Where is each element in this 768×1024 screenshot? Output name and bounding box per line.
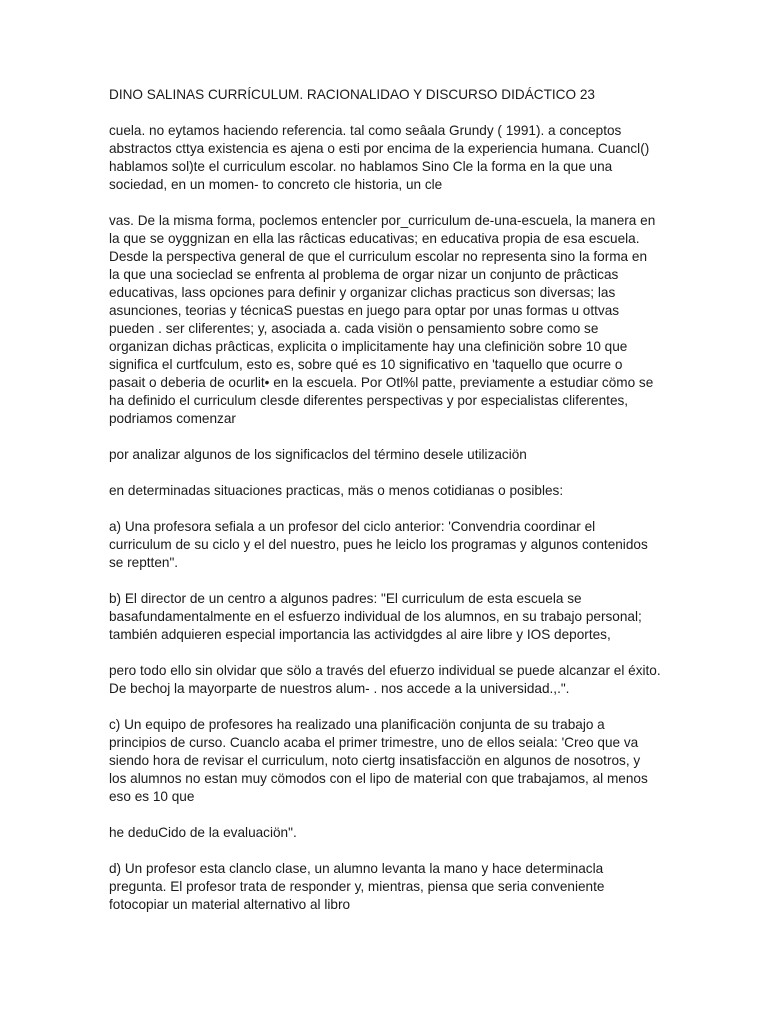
- paragraph-1: cuela. no eytamos haciendo referencia. tal como seâala Grundy ( 1991). a conceptos abstractos cttya existencia es ajena o esti por encima de la experiencia humana. Cuancl() hablamos sol)te el curriculum escolar. no hablamos Sino Cle la forma en la que una sociedad, en un momen- to concreto cle historia, un cle: [109, 123, 650, 192]
- paragraph-9: he deduCido de la evaluaciön".: [109, 825, 297, 840]
- document-page: [109, 86, 661, 932]
- paragraph-7: pero todo ello sin olvidar que sölo a través del efuerzo individual se puede alcanzar el éxito. De bechoj la mayorparte de nuestros alum- . nos accede a la universidad.,.".: [109, 663, 661, 696]
- paragraph-6: b) El director de un centro a algunos padres: "El curriculum de esta escuela se basafundamentalmente en el esfuerzo individual de los alumnos, en su trabajo personal; también adquieren especial importancia las actividgdes al aire libre y IOS deportes,: [109, 591, 642, 642]
- running-header: DINO SALINAS CURRÍCULUM. RACIONALIDAO Y DISCURSO DIDÁCTICO 23: [109, 87, 595, 102]
- paragraph-8: c) Un equipo de profesores ha realizado una planificaciön conjunta de su trabajo a principios de curso. Cuanclo acaba el primer trimestre, uno de ellos seiala: 'Creo que va siendo hora de revisar el curriculum, noto ciertg insatisfacciön en algunos de nosotros, y los alumnos no estan muy cömodos con el lipo de material con que trabajamos, al menos eso es 10 que: [109, 717, 648, 804]
- paragraph-4: en determinadas situaciones practicas, mäs o menos cotidianas o posibles:: [109, 483, 564, 498]
- paragraph-3: por analizar algunos de los significaclos del término desele utilizaciön: [109, 447, 527, 462]
- paragraph-10: d) Un profesor esta clanclo clase, un alumno levanta la mano y hace determinacla pregunta. El profesor trata de responder y, mientras, piensa que seria conveniente fotocopiar un material alternativo al libro: [109, 861, 605, 912]
- paragraph-2: vas. De la misma forma, poclemos entencler por_curriculum de-una-escuela, la manera en la que se oyggnizan en ella las râcticas educativas; en educativa propia de esa escuela. Desde la perspectiva general de que el curriculum escolar no representa sino la forma en la que una socieclad se enfrenta al problema de orgar nizar un conjunto de prâcticas educativas, lass opciones para definir y organizar clichas practicus son diversas; las asunciones, teorias y técnicaS puestas en juego para optar por unas formas u ottvas pueden . ser cliferentes; y, asociada a. cada visiön o pensamiento sobre como se organizan dichas prâcticas, explicita o implicitamente hay una clefiniciön sobre 10 que significa el curtfculum, esto es, sobre qué es 10 significativo en 'taquello que ocurre o pasait o deberia de ocurlit• en la escuela. Por Otl%l patte, previamente a estudiar cömo se ha definido el curriculum clesde diferentes perspectivas y por especialistas cliferentes, podriamos comenzar: [109, 213, 656, 426]
- paragraph-5: a) Una profesora sefiala a un profesor del ciclo anterior: 'Convendria coordinar el curriculum de su ciclo y el del nuestro, pues he leiclo los programas y algunos contenidos se reptten".: [109, 519, 648, 570]
